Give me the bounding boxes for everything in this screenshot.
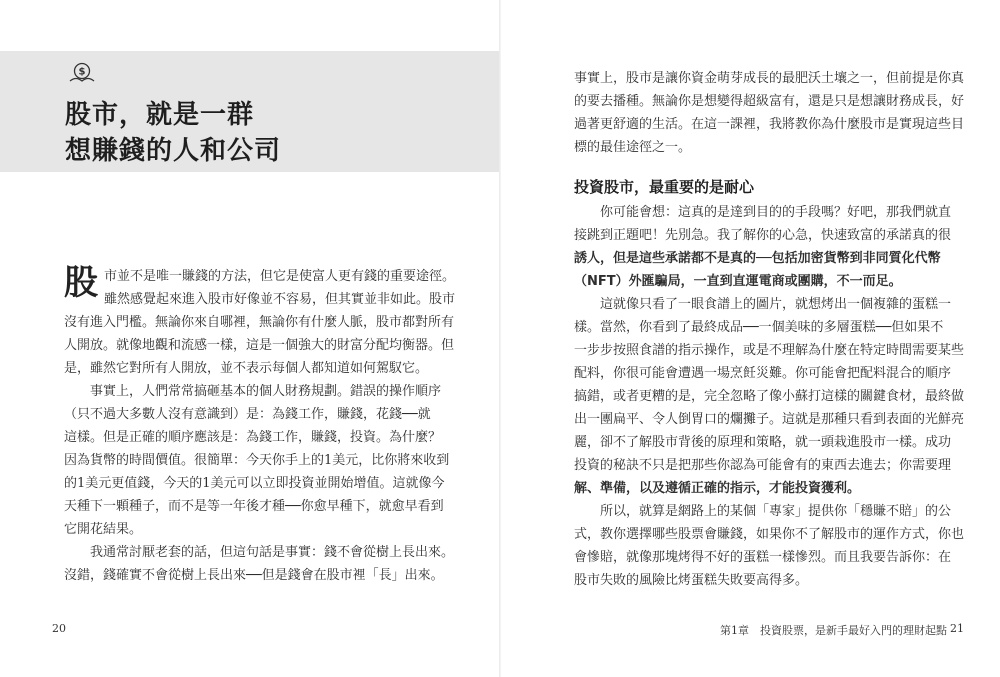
section-heading: 投資股市，最重要的是耐心 [574,178,755,196]
running-footer: 第1章 投資股票，是新手最好入門的理財起點 [720,624,947,637]
body-line: 樣。當然，你看到了最終成品──一個美味的多層蛋糕──但如果不 [574,320,944,335]
body-line: 出一團扁平、令人倒胃口的爛攤子。這就是那種只看到表面的光鮮亮 [574,412,965,427]
body-line: （只不過大多數人沒有意識到）是：為錢工作，賺錢，花錢──就 [64,407,431,422]
body-line: 市並不是唯一賺錢的方法，但它是使富人更有錢的重要途徑。 [104,269,456,284]
body-line: 雖然感覺起來進入股市好像並不容易，但其實並非如此。股市 [104,292,456,307]
body-line: 沒錯，錢確實不會從樹上長出來──但是錢會在股市裡「長」出來。 [64,568,444,583]
body-line: 事實上，人們常常搞砸基本的個人財務規劃。錯誤的操作順序 [90,384,442,399]
body-line-emphasis: 解、準備，以及遵循正確的指示，才能投資獲利。 [574,481,861,496]
body-line-emphasis: 誘人，但是這些承諾都不是真的──包括加密貨幣到非同質化代幣 [574,251,941,266]
page-number-right: 21 [950,622,964,635]
body-line: 的1美元更值錢，今天的1美元可以立即投資並開始增值。這就像今 [64,476,445,491]
intro-line: 的要去播種。無論你是想變得超級富有，還是只是想讓財務成長，好 [574,94,965,109]
dollar-coin-icon [68,62,96,84]
body-line: 搞錯，或者更糟的是，完全忽略了像小蘇打這樣的關鍵食材，最終做 [574,389,965,404]
body-line: 人開放。就像地觀和流感一樣，這是一個強大的財富分配均衡器。但 [64,338,455,353]
chapter-title-line-2: 想賺錢的人和公司 [65,136,282,166]
body-line: 天種下一顆種子，而不是等一年後才種──你愈早種下，就愈早看到 [64,499,444,514]
body-line: 接跳到正題吧！先別急。我了解你的心急，快速致富的承諾真的很 [574,228,952,243]
body-line: 麗，卻不了解股市背後的原理和策略，就一頭栽進股市一樣。成功 [574,435,952,450]
intro-line: 過著更舒適的生活。在這一課裡，我將教你為什麼股市是實現這些目 [574,117,965,132]
body-line: 投資的秘訣不只是把那些你認為可能會有的東西去進去；你需要理 [574,458,952,473]
body-line: 它開花結果。 [64,522,143,537]
body-line: 所以，就算是網路上的某個「專家」提供你「穩賺不賠」的公 [600,504,952,519]
intro-line: 事實上，股市是讓你資金萌芽成長的最肥沃土壤之一，但前提是你真 [574,71,965,86]
chapter-title-line-1: 股市，就是一群 [65,100,255,130]
body-line: 這就像只看了一眼食譜上的圖片，就想烤出一個複雜的蛋糕一 [600,297,952,312]
intro-line: 標的最佳途徑之一。 [574,140,692,155]
body-line: 式，教你選擇哪些股票會賺錢，如果你不了解股市的運作方式，你也 [574,527,965,542]
body-line: 一步步按照食譜的指示操作，或是不理解為什麼在特定時間需要某些 [574,343,965,358]
body-line: 因為貨幣的時間價值。很簡單：今天你手上的1美元，比你將來收到 [64,453,450,468]
page-number-left: 20 [52,622,66,635]
body-line-emphasis: （NFT）外匯騙局，一直到直運電商或團購，不一而足。 [574,274,902,289]
body-line: 是，雖然它對所有人開放，並不表示每個人都知道如何駕馭它。 [64,361,429,376]
body-line: 會慘賠，就像那塊烤得不好的蛋糕一樣慘烈。而且我要告訴你：在 [574,550,952,565]
body-line-emphasis: 這樣。但是正確的順序應該是：為錢工作，賺錢，投資。為什麼？ [64,430,442,445]
body-line: 股市失敗的風險比烤蛋糕失敗要高得多。 [574,573,809,588]
body-line: 你可能會想：這真的是達到目的的手段嗎？好吧，那我們就直 [600,205,952,220]
body-line: 沒有進入門檻。無論你來自哪裡，無論你有什麼人脈，股市都對所有 [64,315,455,330]
drop-cap: 股 [64,263,98,303]
body-line: 配料，你很可能會遭遇一場烹飪災難。你可能會把配料混合的順序 [574,366,952,381]
svg-text:$: $ [78,66,86,78]
body-line: 我通常討厭老套的話，但這句話是事實：錢不會從樹上長出來。 [90,545,455,560]
